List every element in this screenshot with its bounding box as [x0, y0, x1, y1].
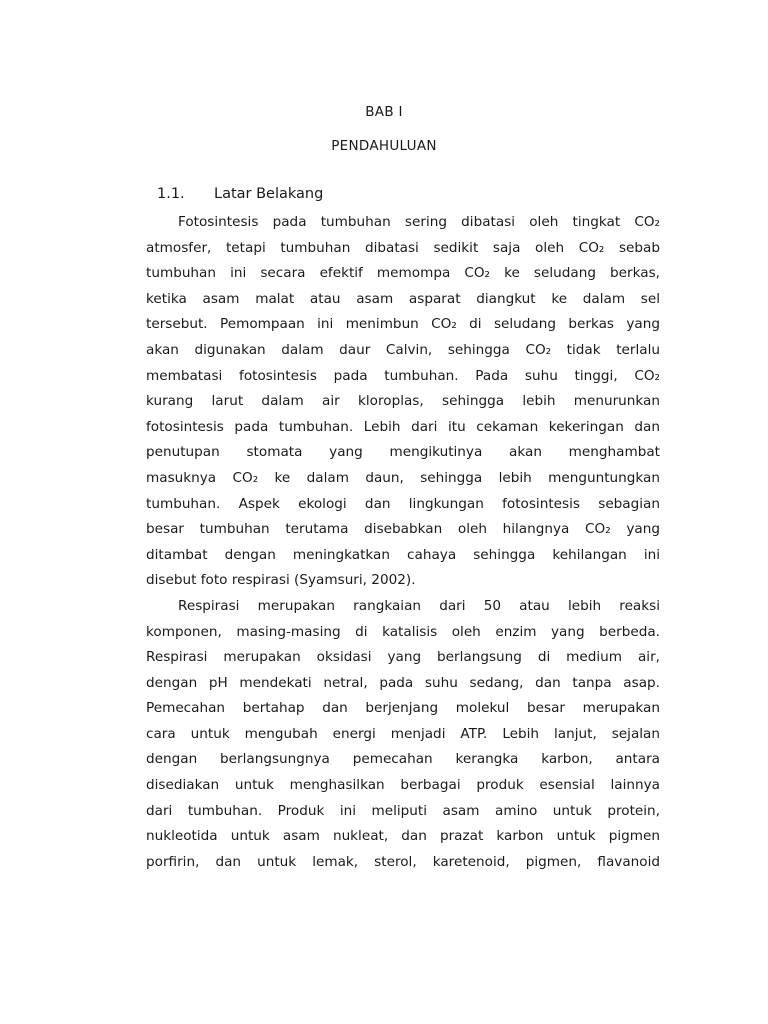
- text-line: tumbuhan. Aspek ekologi dan lingkungan fotosintesis sebagian: [146, 495, 660, 512]
- text-line: disediakan untuk menghasilkan berbagai produk esensial lainnya: [146, 777, 660, 794]
- chapter-number: BAB I: [365, 104, 403, 120]
- text-line: dengan berlangsungnya pemecahan kerangka karbon, antara: [146, 751, 660, 768]
- text-line: tersebut. Pemompaan ini menimbun CO₂ di seludang berkas yang: [146, 316, 660, 333]
- section-heading: [157, 186, 323, 202]
- text-line: besar tumbuhan terutama disebabkan oleh hilangnya CO₂ yang: [146, 521, 660, 538]
- text-line: akan digunakan dalam daur Calvin, sehingga CO₂ tidak terlalu: [146, 341, 660, 358]
- text-line: fotosintesis pada tumbuhan. Lebih dari itu cekaman kekeringan dan: [146, 418, 660, 435]
- section-title: Latar Belakang: [214, 186, 324, 202]
- text-line: Respirasi merupakan rangkaian dari 50 atau lebih reaksi: [178, 597, 660, 614]
- chapter-title: PENDAHULUAN: [331, 138, 437, 154]
- text-line: porfirin, dan untuk lemak, sterol, karetenoid, pigmen, flavanoid: [146, 853, 660, 870]
- text-line: dari tumbuhan. Produk ini meliputi asam amino untuk protein,: [146, 802, 660, 819]
- text-line: nukleotida untuk asam nukleat, dan prazat karbon untuk pigmen: [146, 828, 660, 845]
- text-line: Respirasi merupakan oksidasi yang berlangsung di medium air,: [146, 649, 660, 666]
- text-line: komponen, masing-masing di katalisis oleh enzim yang berbeda.: [146, 623, 660, 640]
- text-line: dengan pH mendekati netral, pada suhu sedang, dan tanpa asap.: [146, 674, 660, 691]
- text-line: Fotosintesis pada tumbuhan sering dibatasi oleh tingkat CO₂: [178, 214, 660, 230]
- text-line: Pemecahan bertahap dan berjenjang molekul besar merupakan: [146, 700, 660, 717]
- body-text: [146, 210, 660, 875]
- text-line: ditambat dengan meningkatkan cahaya sehingga kehilangan ini: [146, 546, 660, 563]
- text-line: ketika asam malat atau asam asparat diangkut ke dalam sel: [146, 290, 660, 307]
- paragraph: [146, 594, 660, 876]
- text-line: kurang larut dalam air kloroplas, sehingga lebih menurunkan: [146, 393, 660, 410]
- text-line: penutupan stomata yang mengikutinya akan menghambat: [146, 444, 660, 461]
- text-line: membatasi fotosintesis pada tumbuhan. Pada suhu tinggi, CO₂: [146, 367, 660, 384]
- text-line: tumbuhan ini secara efektif memompa CO₂ ke seludang berkas,: [146, 265, 660, 282]
- text-line: disebut foto respirasi (Syamsuri, 2002).: [146, 572, 416, 589]
- text-line: cara untuk mengubah energi menjadi ATP. Lebih lanjut, sejalan: [146, 725, 660, 742]
- paragraph: [146, 210, 660, 594]
- text-line: atmosfer, tetapi tumbuhan dibatasi sedikit saja oleh CO₂ sebab: [146, 239, 660, 256]
- section-number: 1.1.: [157, 186, 185, 202]
- text-line: masuknya CO₂ ke dalam daun, sehingga lebih menguntungkan: [146, 469, 660, 486]
